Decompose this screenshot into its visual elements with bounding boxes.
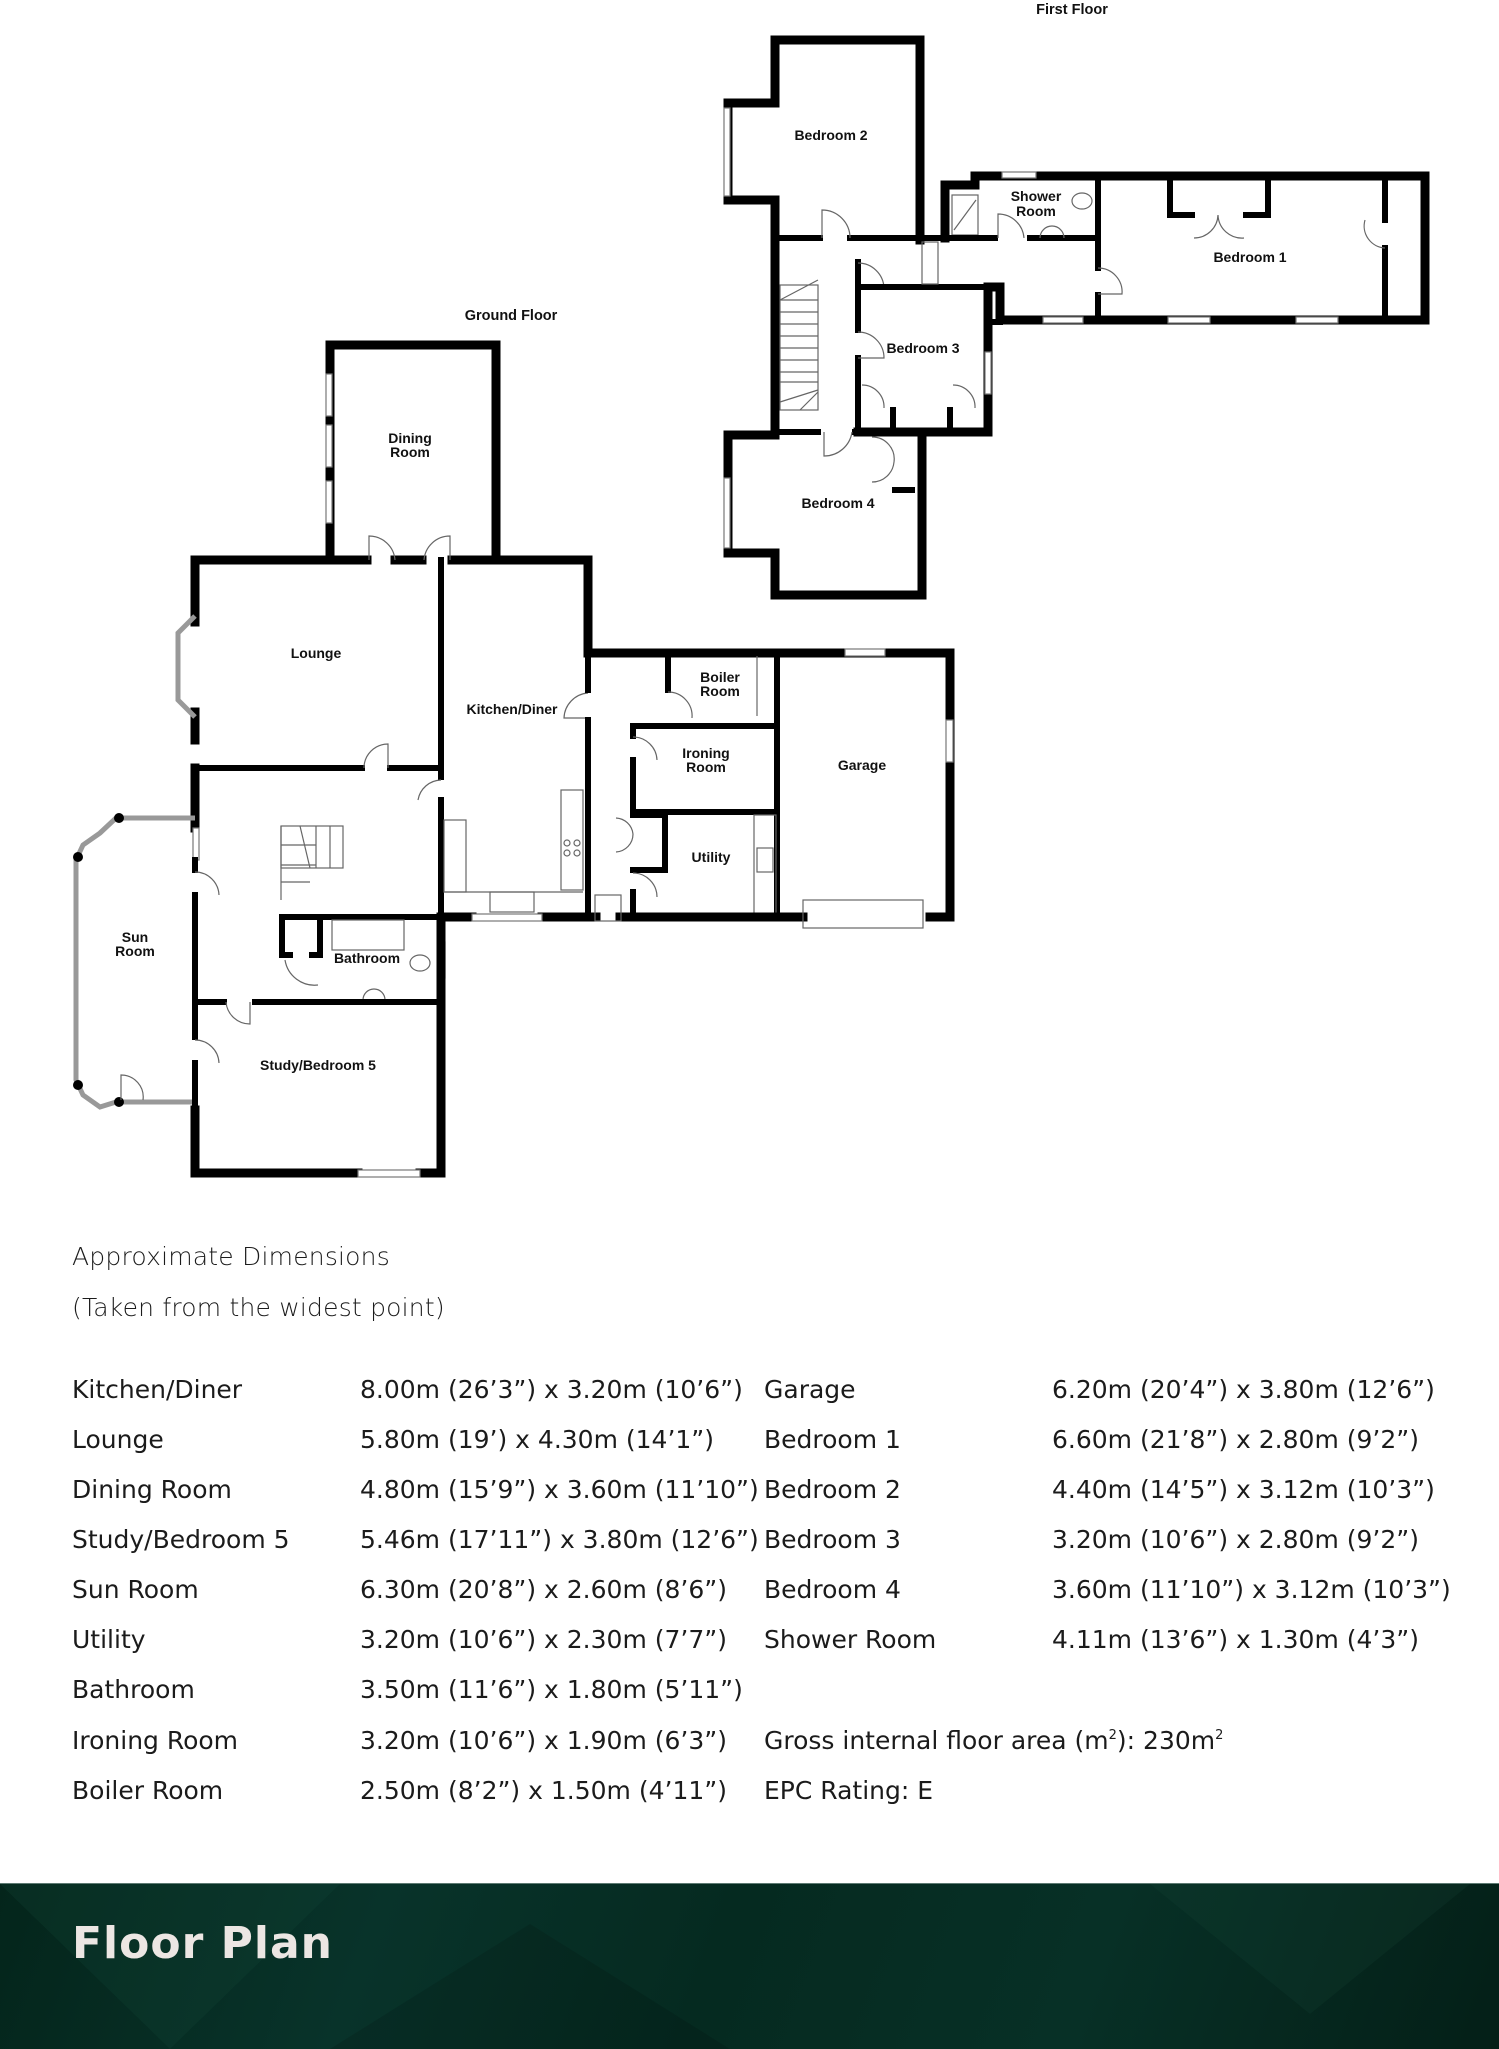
room-name: Kitchen/Diner (72, 1375, 243, 1404)
bedroom-1-label: Bedroom 1 (1213, 249, 1287, 265)
dining-room-label-2: Room (390, 444, 430, 460)
dimension-row (764, 1365, 1464, 1415)
room-size: 6.30m (20’8”) x 2.60m (8’6”) (360, 1575, 727, 1604)
boiler-room-label-2: Room (700, 683, 740, 699)
ground-floor-label: Ground Floor (464, 308, 558, 324)
footer-banner (0, 1883, 1499, 2049)
room-name: Ironing Room (72, 1726, 239, 1755)
first-floor (724, 2, 1425, 595)
garage-label: Garage (837, 757, 887, 773)
gross-area-sep: ): (1116, 1726, 1144, 1755)
room-name: Bathroom (72, 1675, 195, 1704)
dimension-row (764, 1465, 1464, 1515)
room-name: Lounge (72, 1425, 164, 1454)
room-size: 3.50m (11’6”) x 1.80m (5’11”) (360, 1675, 743, 1704)
room-name: Bedroom 4 (764, 1575, 901, 1604)
bedroom-2-label: Bedroom 2 (794, 127, 868, 143)
room-name: Utility (72, 1625, 146, 1654)
room-name: Shower Room (764, 1625, 937, 1654)
room-size: 2.50m (8’2”) x 1.50m (4’11”) (360, 1776, 727, 1805)
page-title: Floor Plan (72, 1918, 333, 1969)
dimension-row (72, 1565, 762, 1615)
shower-room-label-2: Room (1016, 203, 1056, 219)
decorative-shape (330, 1924, 730, 2049)
room-size: 3.20m (10’6”) x 1.90m (6’3”) (360, 1726, 727, 1755)
dimension-row (72, 1716, 762, 1766)
gross-area-value-sup: 2 (1215, 1728, 1224, 1743)
ironing-room-label-1: Ironing (682, 745, 730, 761)
staircase-ground-floor (281, 826, 343, 900)
room-size: 5.46m (17’11”) x 3.80m (12’6”) (360, 1525, 759, 1554)
sun-room-label-1: Sun (121, 929, 149, 945)
dimension-row (764, 1565, 1464, 1615)
bathroom-label: Bathroom (333, 950, 401, 966)
gross-area-label: Gross internal floor area (m (764, 1726, 1109, 1755)
bedroom-4-label: Bedroom 4 (801, 495, 875, 511)
dimension-row (764, 1515, 1464, 1565)
gross-internal-area (764, 1716, 1464, 1766)
room-size: 3.60m (11’10”) x 3.12m (10’3”) (1052, 1575, 1451, 1604)
dimension-row (72, 1665, 762, 1715)
room-size: 3.20m (10’6”) x 2.30m (7’7”) (360, 1625, 727, 1654)
room-size: 4.11m (13’6”) x 1.30m (4’3”) (1052, 1625, 1419, 1654)
room-size: 5.80m (19’) x 4.30m (14’1”) (360, 1425, 715, 1454)
gross-area-unit-sup: 2 (1108, 1728, 1117, 1743)
room-size: 6.20m (20’4”) x 3.80m (12’6”) (1052, 1375, 1435, 1404)
shower-room-label-1: Shower (1010, 188, 1062, 204)
epc-rating (764, 1766, 1464, 1816)
ironing-room-label-2: Room (686, 759, 726, 775)
staircase-first-floor (780, 280, 818, 410)
room-name: Bedroom 1 (764, 1425, 901, 1454)
lounge-label: Lounge (290, 645, 342, 661)
sun-room-label-2: Room (115, 943, 155, 959)
dimension-row (764, 1615, 1464, 1665)
room-name: Sun Room (72, 1575, 199, 1604)
kitchen-diner-label: Kitchen/Diner (466, 701, 558, 717)
room-name: Boiler Room (72, 1776, 224, 1805)
room-name: Dining Room (72, 1475, 232, 1504)
bedroom-3-label: Bedroom 3 (886, 340, 960, 356)
room-size: 6.60m (21’8”) x 2.80m (9’2”) (1052, 1425, 1419, 1454)
dimension-row (72, 1465, 762, 1515)
room-size: 4.40m (14’5”) x 3.12m (10’3”) (1052, 1475, 1435, 1504)
boiler-room-label-1: Boiler (700, 669, 740, 685)
dimension-row (72, 1415, 762, 1465)
room-name: Bedroom 3 (764, 1525, 901, 1554)
dimension-row (72, 1766, 762, 1816)
dimensions-section (72, 1231, 1472, 1805)
room-size: 4.80m (15’9”) x 3.60m (11’10”) (360, 1475, 759, 1504)
dimension-row (72, 1615, 762, 1665)
room-name: Garage (764, 1375, 856, 1404)
dining-room-label-1: Dining (388, 430, 432, 446)
room-name: Study/Bedroom 5 (72, 1525, 290, 1554)
epc-rating-text: EPC Rating: E (764, 1776, 934, 1805)
study-bedroom-5-label: Study/Bedroom 5 (260, 1057, 376, 1073)
first-floor-label: First Floor (1036, 2, 1108, 18)
dimensions-subheading: (Taken from the widest point) (72, 1293, 445, 1322)
utility-label: Utility (691, 849, 731, 865)
dimension-row (72, 1365, 762, 1415)
gross-area-value: 230m (1143, 1726, 1216, 1755)
dimension-row (72, 1515, 762, 1565)
dimension-row (764, 1415, 1464, 1465)
ground-floor (73, 308, 953, 1177)
dimensions-heading: Approximate Dimensions (72, 1242, 390, 1271)
room-size: 8.00m (26’3”) x 3.20m (10’6”) (360, 1375, 743, 1404)
room-name: Bedroom 2 (764, 1475, 901, 1504)
decorative-shape (1150, 1884, 1470, 2014)
room-size: 3.20m (10’6”) x 2.80m (9’2”) (1052, 1525, 1419, 1554)
